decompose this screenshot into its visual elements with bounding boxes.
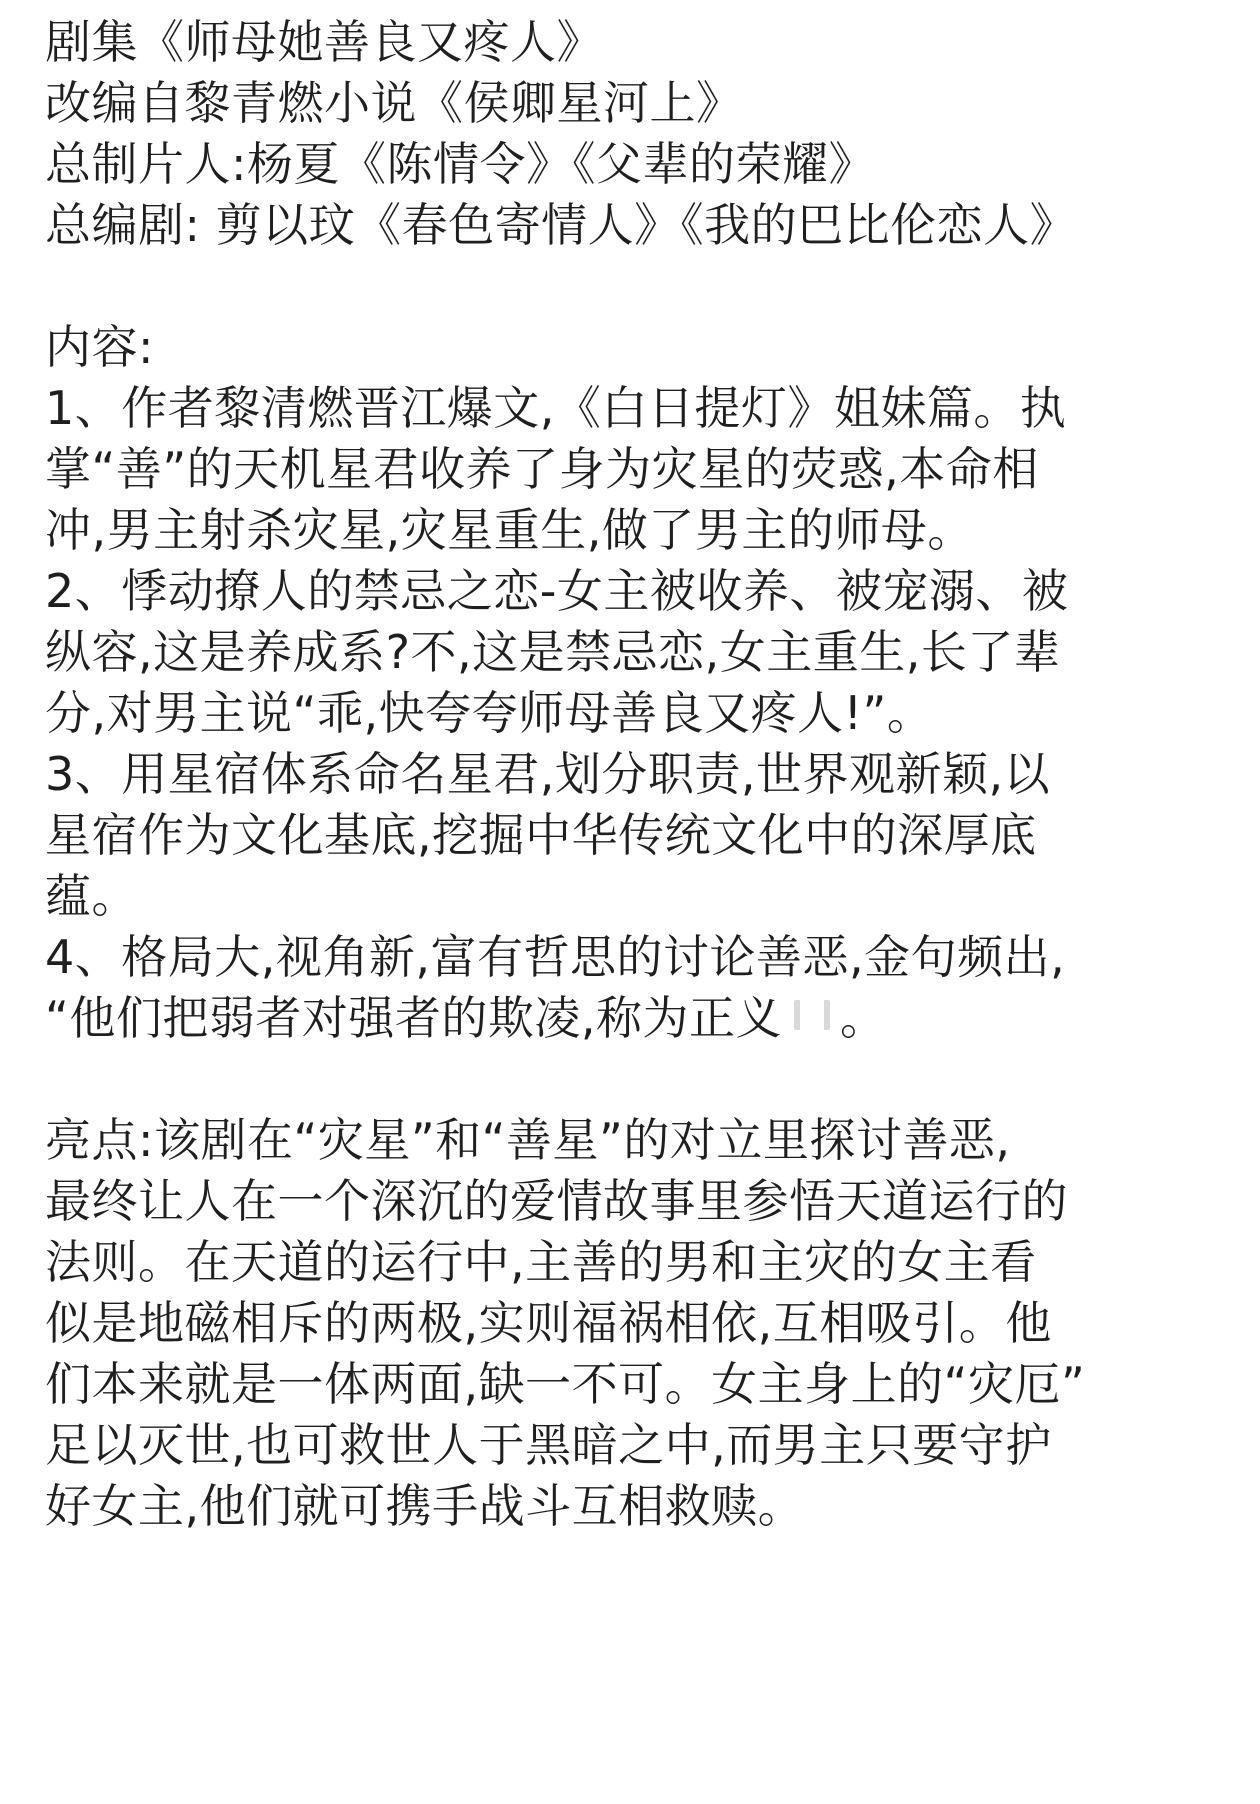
producer-line: 总制片人:杨夏《陈情令》《父辈的荣耀》 <box>45 137 875 191</box>
content-heading: 内容: <box>45 320 154 374</box>
spacer <box>45 256 1235 317</box>
title-line: 剧集《师母她善良又疼人》 <box>45 15 603 69</box>
content-line: 蕴。 <box>45 869 138 923</box>
content-line <box>45 988 1235 1049</box>
content-line: 星宿作为文化基底,挖掘中华传统文化中的深厚底 <box>45 808 1037 862</box>
highlight-line: 法则。在天道的运行中,主善的男和主灾的女主看 <box>45 1235 1037 1289</box>
content-line: 纵容,这是养成系?不,这是禁忌恋,女主重生,长了辈 <box>45 625 1061 679</box>
highlight-line: 最终让人在一个深沉的爱情故事里参悟天道运行的 <box>45 1174 1068 1228</box>
highlight-line: 亮点:该剧在“灾星”和“善星”的对立里探讨善恶, <box>45 1113 1011 1167</box>
content-line: 2、悸动撩人的禁忌之恋-女主被收养、被宠溺、被 <box>45 564 1069 618</box>
document-text <box>45 12 1235 1537</box>
highlight-line: 足以灭世,也可救世人于黑暗之中,而男主只要守护 <box>45 1418 1052 1472</box>
screenwriter-line: 总编剧: 剪以玟《春色寄情人》《我的巴比伦恋人》 <box>45 198 1077 252</box>
highlight-line: 似是地磁相斥的两极,实则福祸相依,互相吸引。他 <box>45 1296 1052 1350</box>
content-line: 分,对男主说“乖,快夸夸师母善良又疼人!”。 <box>45 686 934 740</box>
quote-end-mark: 。 <box>839 991 887 1045</box>
content-line: 掌“善”的天机星君收养了身为灾星的荧惑,本命相 <box>45 442 1039 496</box>
adaptation-line: 改编自黎青燃小说《侯卿星河上》 <box>45 76 743 130</box>
highlight-line: 好女主,他们就可携手战斗互相救赎。 <box>45 1479 805 1533</box>
content-line: 4、格局大,视角新,富有哲思的讨论善恶,金句频出, <box>45 930 1066 984</box>
highlight-line: 们本来就是一体两面,缺一不可。女主身上的“灾厄” <box>45 1357 1086 1411</box>
pause-icon <box>794 1000 830 1030</box>
content-line: 冲,男主射杀灾星,灾星重生,做了男主的师母。 <box>45 503 974 557</box>
quote-line: “他们把弱者对强者的欺凌,称为正义 <box>45 991 782 1045</box>
content-line: 3、用星宿体系命名星君,划分职责,世界观新颖,以 <box>45 747 1051 801</box>
content-line: 1、作者黎清燃晋江爆文,《白日提灯》姐妹篇。执 <box>45 381 1067 435</box>
spacer <box>45 1049 1235 1110</box>
quote-text <box>45 988 782 1049</box>
